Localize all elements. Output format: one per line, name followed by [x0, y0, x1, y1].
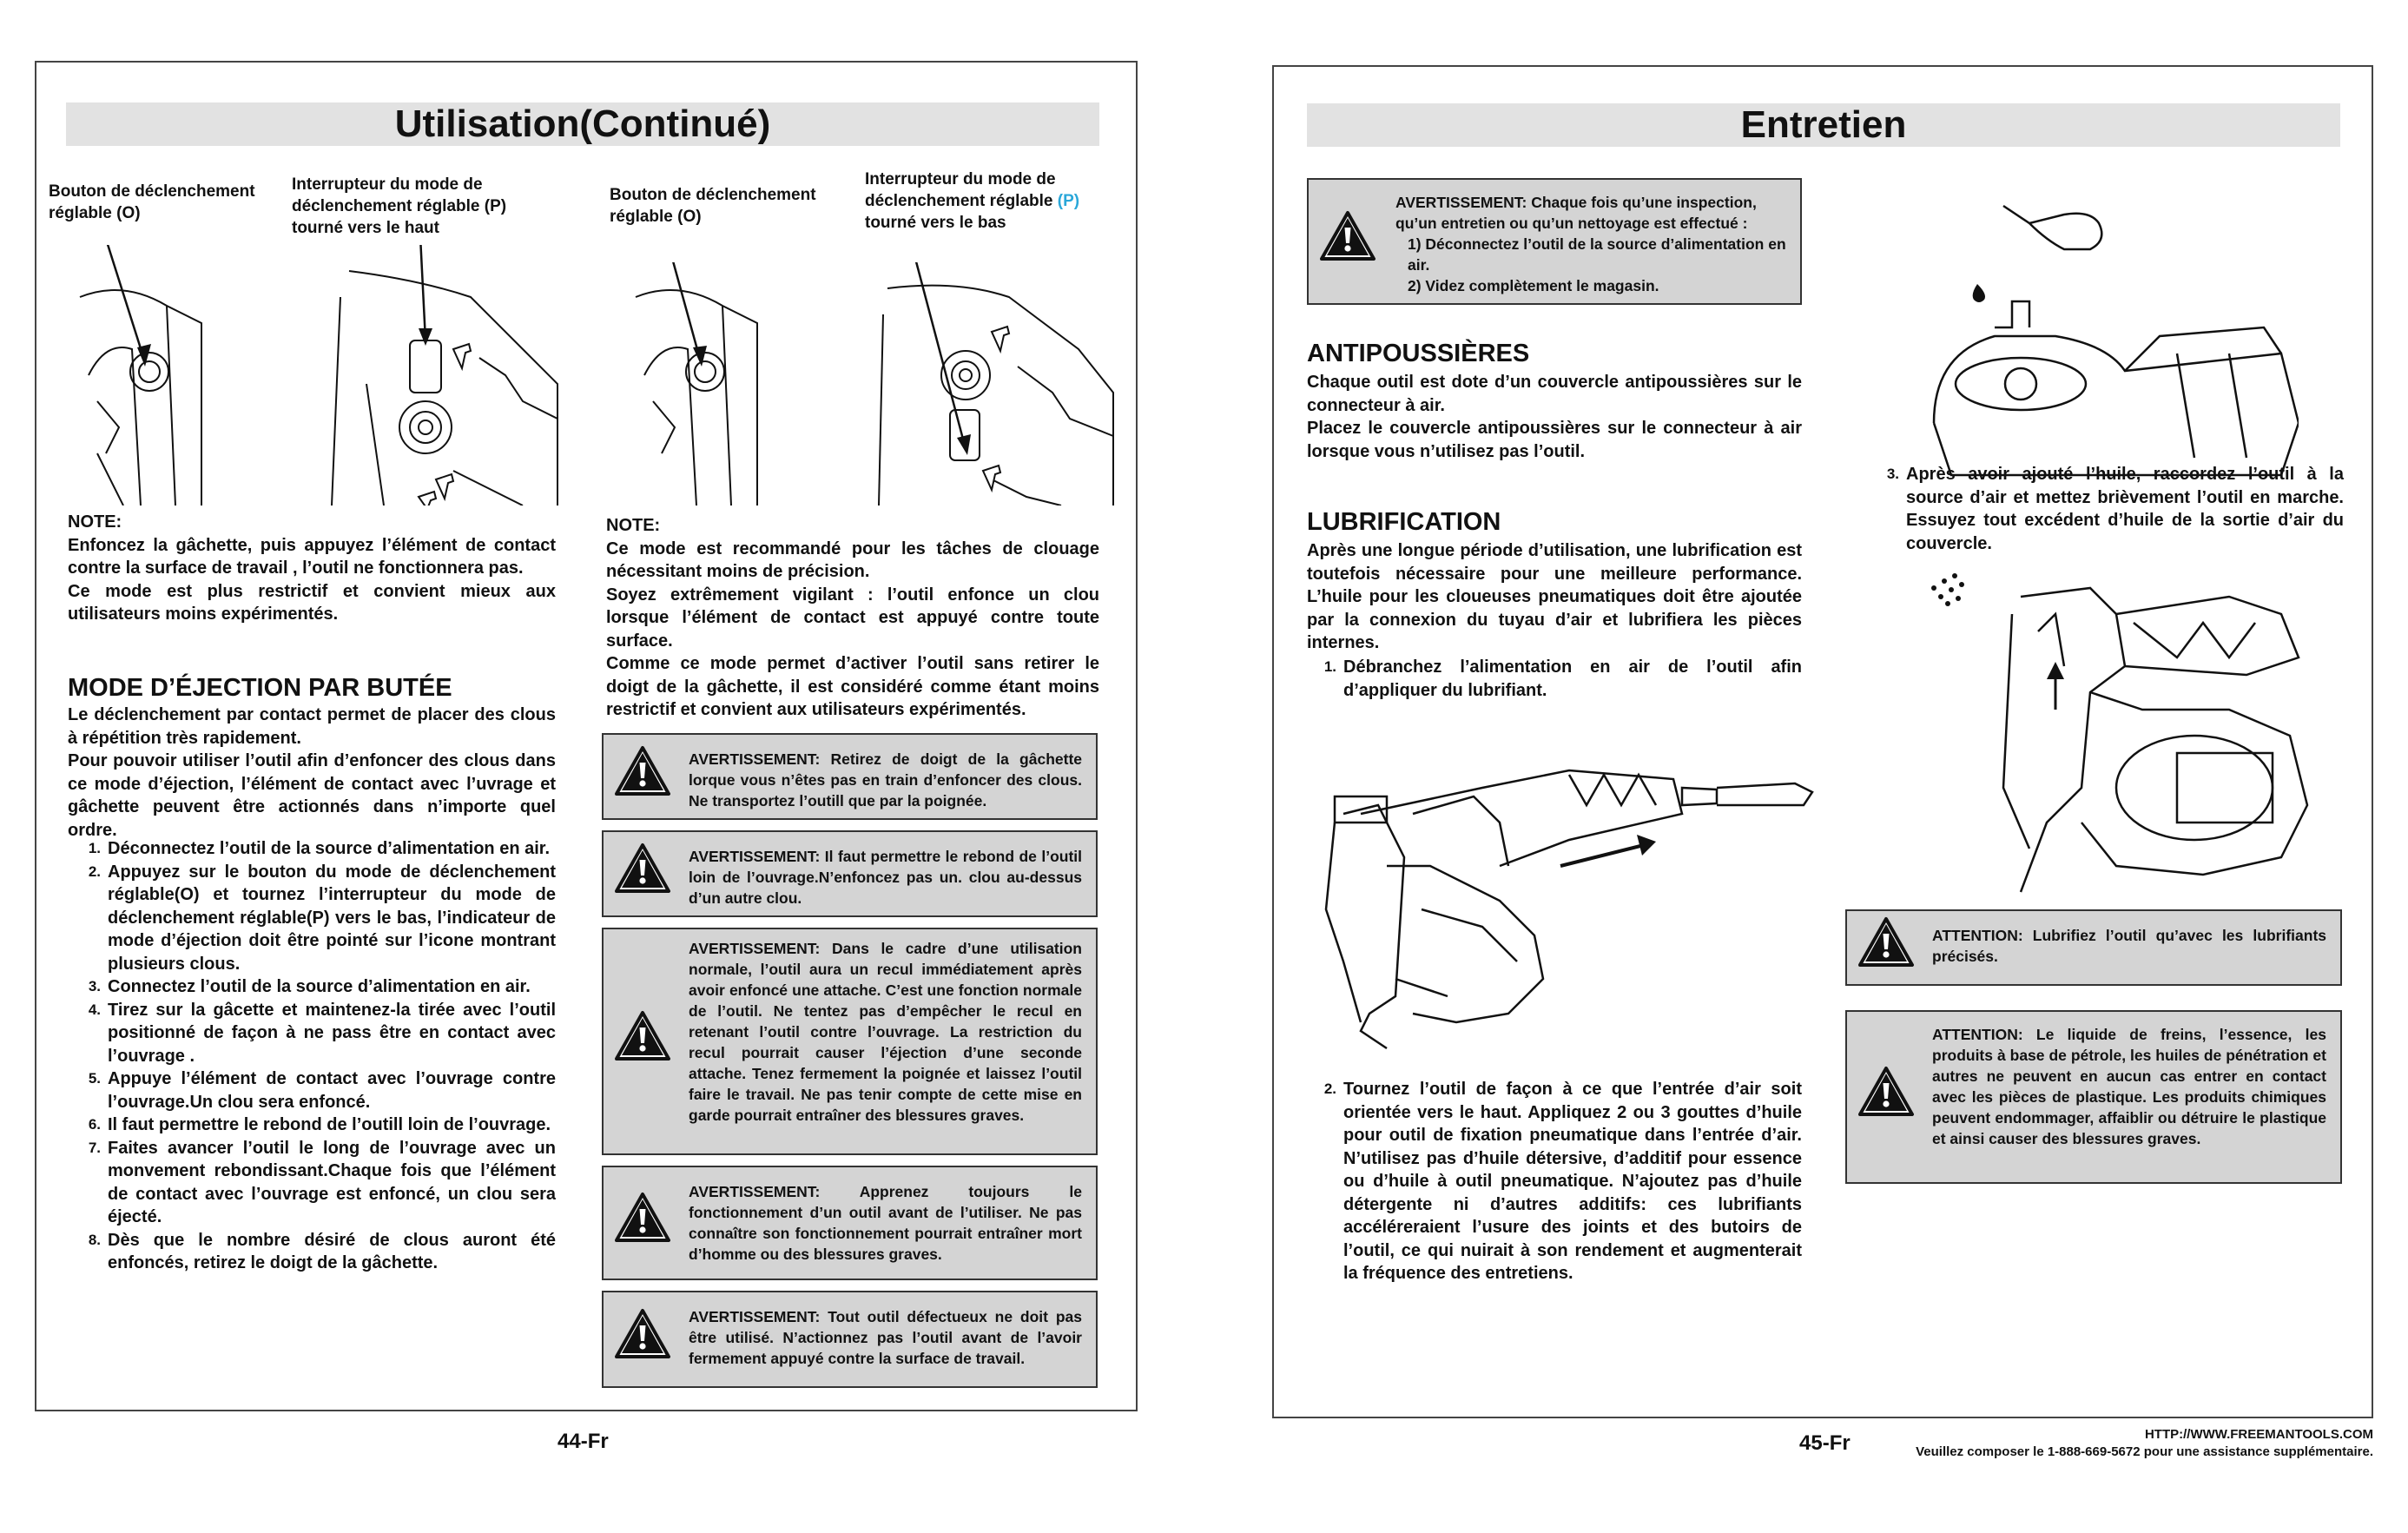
step-number: 5.: [88, 1070, 101, 1087]
warning-triangle-icon: [1857, 1066, 1915, 1118]
warning-box-1: AVERTISSEMENT: Retirez de doigt de la gâchette lorque vous n’êtes pas en train d’enfoncer des clous. Ne transportez l’outill que par la poignée.: [602, 733, 1098, 820]
step-item: [76, 975, 556, 999]
warning-triangle-icon: [614, 1010, 671, 1062]
step-number: 6.: [88, 1116, 101, 1133]
step-text: Faites avancer l’outil le long de l’ouvrage avec un monvement rebondissant.Chaque fois que l’élément de contact avec l’ouvrage est enfoncé, un clou sera éjecté.: [108, 1138, 556, 1226]
warning-triangle-icon: [614, 745, 671, 797]
section-title-dust: ANTIPOUSSIÈRES: [1307, 340, 1530, 367]
steps-list: [76, 837, 556, 1275]
attention-box-1: ATTENTION: Lubrifiez l’outil qu’avec les lubrifiants précisés.: [1845, 909, 2342, 986]
step-item: [76, 1113, 556, 1137]
oil-application-illustration: [1899, 197, 2299, 484]
warning-triangle-icon: [1319, 210, 1376, 262]
lubrication-step-1: 1. Débranchez l’alimentation en air de l’outil afin d’appliquer du lubrifiant.: [1323, 657, 1802, 700]
warning-box-5: AVERTISSEMENT: Tout outil défectueux ne doit pas être utilisé. N’actionnez pas l’outil avant de l’avoir fermement appuyé contre la surface de travail.: [602, 1291, 1098, 1388]
step-text: Appuye l’élément de contact avec l’ouvrage contre l’ouvrage.Un clou sera enfoncé.: [108, 1069, 556, 1112]
note1: NOTE: Enfoncez la gâchette, puis appuyez l’élément de contact contre la surface de travail , l’outil ne fonctionnera pas. Ce mode est plus restrictif et convient mieux aux utilisateurs moins expérimentés.: [68, 512, 556, 624]
page-title: Utilisation(Continué): [66, 102, 1099, 146]
nailer-disconnect-illustration: [1309, 736, 1830, 1057]
warning-triangle-icon: [614, 1192, 671, 1244]
lubrication-intro: Après une longue période d’utilisation, une lubrification est toutefois nécessaire pour une meilleure performance. L’huile pour les cloueuses pneumatiques doit être ajoutée par la connexion du tuyau d’air et lubrifiera les pièces internes.: [1307, 541, 1802, 652]
step-item: [76, 1229, 556, 1275]
warning-box-2: AVERTISSEMENT: Il faut permettre le rebond de l’outil loin de l’ouvrage.N’enfoncez pas un. clou au-dessus d’un autre clou.: [602, 830, 1098, 917]
right-page: [1272, 65, 2373, 1418]
trigger-mode-down-illustration: [627, 262, 1139, 505]
dust-text: Chaque outil est dote d’un couvercle antipoussières sur le connecteur à air. Placez le couvercle antipoussières sur le connecteur à air lorsque vous n’utilisez pas l’outil.: [1307, 373, 1802, 461]
page-number-right: 45-Fr: [1799, 1431, 1851, 1455]
note2: NOTE: Ce mode est recommandé pour les tâches de clouage nécessitant moins de précision. Soyez extrêmement vigilant : l’outil enfonce un clou lorsque l’élément de contact est appuyé contre toute surface. Comme ce mode permet d’activer l’outil sans retirer le doigt de la gâchette, il est considéré comme étant moins restrictif et convient aux utilisateurs expérimentés.: [606, 516, 1099, 719]
step-text: Tirez sur la gâcette et maintenez-la tirée avec l’outil positionné de façon à ne pass être en contact avec l’ouvrage .: [108, 1000, 556, 1066]
nailer-running-illustration: [1917, 562, 2316, 918]
step-item: [76, 1067, 556, 1113]
section-title-bump-mode: MODE D’ÉJECTION PAR BUTÉE: [68, 674, 452, 702]
section-title-lubrication: LUBRIFICATION: [1307, 508, 1501, 536]
fig1-label-o: Bouton de déclenchement réglable (O): [49, 182, 255, 222]
step-text: Appuyez sur le bouton du mode de déclenchement réglable(O) et tournez l’interrupteur du mode de déclenchement réglable(P) vers le bas, l’indicateur de mode d’éjection doit être pointé sur l’icone montrant plusieurs clous.: [108, 862, 556, 974]
step-number: 8.: [88, 1231, 101, 1248]
footer-url[interactable]: HTTP://WWW.FREEMANTOOLS.COM: [2144, 1427, 2373, 1442]
step-number: 2.: [88, 862, 101, 880]
footer-contact: [1916, 1426, 2373, 1461]
step-number: 3.: [88, 978, 101, 994]
lubrication-step-2: 2. Tournez l’outil de façon à ce que l’entrée d’air soit orientée vers le haut. Appliquez 2 ou 3 gouttes d’huile pour outil de fixation pneumatique dans l’entrée d’air. N’utilisez pas d’huile détersive, d’additif pour essence ou d’huile à outil pneumatique. N’ajoutez pas d’huile détergente ni d’autres additifs: ces lubrifiants accéléreraient l’usure des joints et des butoirs de l’outil, ce qui nuirait à son rendement et augmenterait la fréquence des entretiens.: [1323, 1080, 1802, 1283]
step-number: 4.: [88, 1001, 101, 1018]
page-number-left: 44-Fr: [557, 1430, 609, 1453]
step-item: [76, 837, 556, 861]
step-text: Il faut permettre le rebond de l’outill loin de l’ouvrage.: [108, 1115, 551, 1134]
warning-triangle-icon: [1857, 916, 1915, 968]
step-text: Dès que le nombre désiré de clous auront été enfoncés, retirez le doigt de la gâchette.: [108, 1230, 556, 1272]
warning-box-3: AVERTISSEMENT: Dans le cadre d’une utilisation normale, l’outil aura un recul immédiatement après avoir enfoncé une attache. C’est une fonction normale de l’outil. Ne tentez pas d’empêcher le recul en retenant l’outil contre l’ouvrage. La restriction du recul pourrait causer l’éjection d’une seconde attache. Tenez fermement la poignée et laissez l’outil faire le travail. Ne pas tenir compte de cette mise en garde pourrait entraîner des blessures graves.: [602, 928, 1098, 1155]
step-item: [76, 861, 556, 976]
step-item: [76, 999, 556, 1068]
maintenance-warning-box: AVERTISSEMENT: Chaque fois qu’une inspection, qu’un entretien ou qu’un nettoyage est effectué : 1) Déconnectez l’outil de la source d’alimentation en air. 2) Videz complètement le magasin.: [1307, 178, 1802, 305]
step-number: 7.: [88, 1139, 101, 1156]
step-text: Déconnectez l’outil de la source d’alimentation en air.: [108, 839, 551, 858]
lubrication-step-3: 3. Après avoir ajouté l’huile, raccordez l’outil à la source d’air et mettez brièvement l’outil en marche. Essuyez tout excédent d’huile de la sortie d’air du couvercle.: [1886, 465, 2344, 553]
warning-triangle-icon: [614, 1308, 671, 1360]
attention-box-2: ATTENTION: Le liquide de freins, l’essence, les produits à base de pétrole, les huiles de pénétration et autres ne peuvent en aucun cas entrer en contact avec les pièces de plastique. Les produits chimiques peuvent endommager, affaiblir ou détruire le plastique et ainsi causer des blessures graves.: [1845, 1010, 2342, 1184]
fig2-label-p: Interrupteur du mode de déclenchement réglable (P) tourné vers le bas: [865, 170, 1080, 232]
footer-phone: Veuillez composer le 1-888-669-5672 pour une assistance supplémentaire.: [1916, 1444, 2373, 1459]
warning-box-4: AVERTISSEMENT: Apprenez toujours le fonctionnement d’un outil avant de l’utiliser. Ne pas connaître son fonctionnement pourrait entraîner mort d’homme ou des blessures graves.: [602, 1166, 1098, 1280]
fig2-label-o: Bouton de déclenchement réglable (O): [610, 186, 816, 226]
page-title: Entretien: [1307, 103, 2340, 147]
warning-triangle-icon: [614, 842, 671, 895]
step-text: Connectez l’outil de la source d’alimentation en air.: [108, 977, 531, 996]
trigger-mode-up-illustration: [71, 245, 584, 505]
fig1-label-p: Interrupteur du mode de déclenchement réglable (P) tourné vers le haut: [292, 175, 507, 237]
step-number: 1.: [88, 840, 101, 856]
step-item: [76, 1137, 556, 1229]
left-page: [35, 61, 1138, 1411]
section-intro: Le déclenchement par contact permet de placer des clous à répétition très rapidement. Pour pouvoir utiliser l’outil afin d’enfoncer des clous dans ce mode d’éjection, l’élément de contact avec l’uvrage et gâchette peuvent être actionnés dans n’importe quel ordre.: [68, 705, 556, 840]
